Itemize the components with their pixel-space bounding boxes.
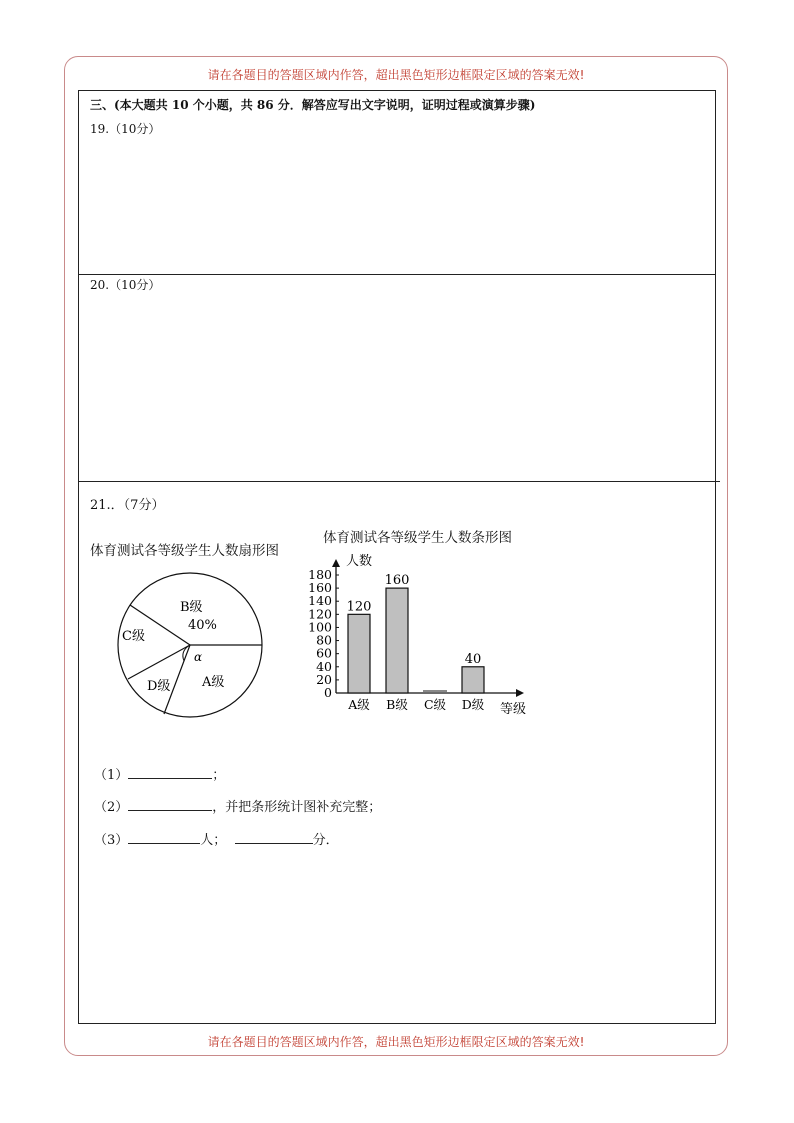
bar-y-tick-label: 0 — [324, 685, 332, 700]
bar-data-label: 120 — [346, 599, 372, 615]
answer-2 — [94, 796, 381, 815]
pie-label-b-percent: 40% — [188, 618, 217, 633]
answer-3-blank-score[interactable] — [235, 830, 313, 844]
answer-1 — [94, 764, 225, 783]
answer-3-suffix: 分． — [312, 833, 339, 848]
answer-2-blank[interactable] — [128, 797, 212, 811]
question-21-label: 21.．（7分） — [90, 498, 165, 513]
bar-y-tick-label: 40 — [316, 658, 332, 674]
answer-3-blank-people[interactable] — [128, 830, 200, 844]
bar-category-label: D级 — [461, 697, 485, 712]
bar-chart-title: 体育测试各等级学生人数条形图 — [323, 530, 512, 546]
question-19-label: 19.（10分） — [90, 122, 161, 136]
answer-1-prefix: （1） — [94, 768, 129, 783]
bar-y-tick-label: 140 — [308, 593, 332, 609]
bar-0 — [348, 614, 370, 693]
bar-y-tick-label: 120 — [308, 606, 332, 622]
bar-chart — [300, 545, 540, 725]
bar-data-label: 160 — [384, 573, 410, 589]
bar-y-axis-label: 人数 — [346, 554, 373, 569]
bar-data-label: 40 — [464, 651, 482, 667]
bar-x-axis-arrow — [516, 689, 524, 697]
divider-19-20 — [78, 274, 716, 275]
bar-y-tick-label: 80 — [316, 632, 332, 648]
pie-label-b: B级 — [180, 600, 203, 615]
bar-y-tick-label: 160 — [308, 580, 332, 596]
bar-x-axis-label: 等级 — [500, 702, 527, 717]
divider-20-21 — [78, 481, 720, 482]
bar-category-label: A级 — [348, 697, 370, 712]
answer-2-suffix: ，并把条形统计图补充完整； — [212, 800, 382, 815]
bar-y-tick-label: 20 — [316, 671, 332, 687]
answer-1-suffix: ； — [212, 768, 226, 783]
bar-category-label: C级 — [423, 697, 447, 712]
pie-chart — [110, 565, 270, 725]
pie-label-alpha: α — [194, 650, 203, 664]
pie-label-c: C级 — [122, 629, 145, 644]
answer-1-blank[interactable] — [128, 765, 212, 779]
answer-2-prefix: （2） — [94, 800, 129, 815]
section-heading: 三、(本大题共 10 个小题，共 86 分．解答应写出文字说明，证明过程或演算步骤) — [90, 98, 536, 112]
bar-category-label: B级 — [386, 697, 408, 712]
bar-y-tick-label: 100 — [308, 619, 332, 635]
bar-1 — [386, 588, 408, 693]
warning-bottom: 请在各题目的答题区域内作答，超出黑色矩形边框限定区域的答案无效! — [207, 1035, 585, 1049]
question-20-label: 20.（10分） — [90, 278, 161, 292]
warning-top: 请在各题目的答题区域内作答，超出黑色矩形边框限定区域的答案无效! — [207, 68, 585, 82]
bar-3 — [462, 667, 484, 693]
bar-y-axis-arrow — [332, 559, 340, 567]
answer-3 — [94, 829, 339, 848]
pie-label-d: D级 — [147, 679, 171, 694]
pie-divider-c-d — [128, 645, 190, 679]
answer-3-prefix: （3） — [94, 833, 129, 848]
bar-y-tick-label: 60 — [316, 645, 332, 661]
pie-chart-title: 体育测试各等级学生人数扇形图 — [90, 543, 279, 559]
pie-label-a: A级 — [202, 675, 225, 690]
answer-3-mid: 人； — [200, 833, 227, 848]
bar-y-tick-label: 180 — [308, 567, 332, 582]
